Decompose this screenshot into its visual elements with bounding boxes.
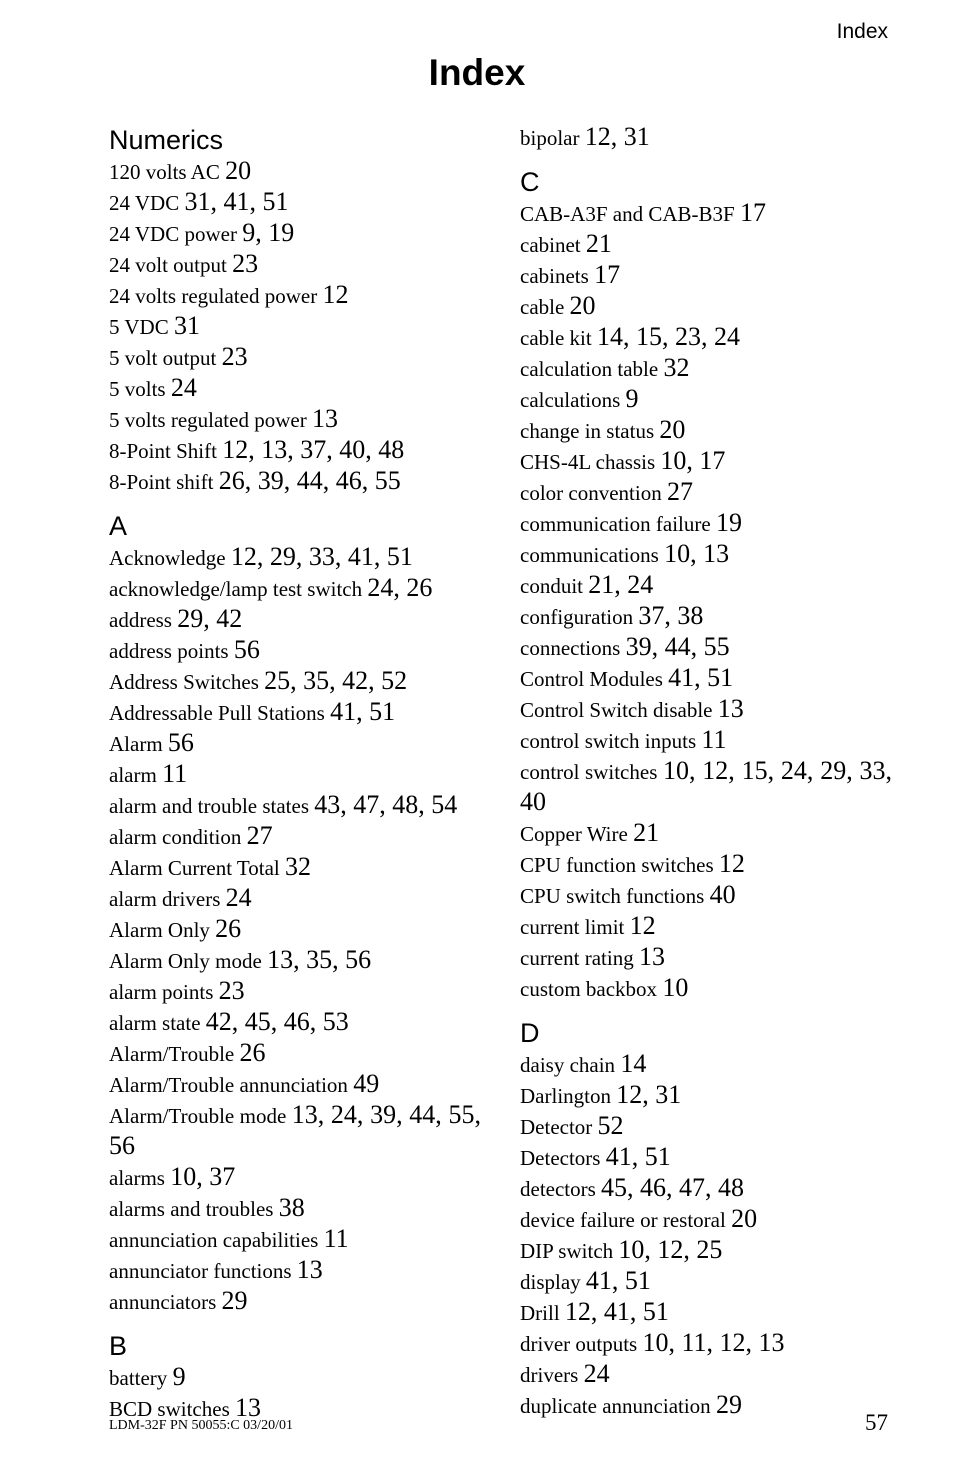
index-pages: 12, 41, 51 [564, 1297, 669, 1326]
page-number: 57 [865, 1410, 888, 1435]
index-entry [109, 342, 481, 373]
index-pages: 10, 11, 12, 13 [642, 1328, 785, 1357]
index-pages: 41, 51 [330, 697, 396, 726]
index-pages: 13 [717, 694, 744, 723]
index-pages: 27 [246, 821, 273, 850]
running-header: Index [836, 20, 888, 43]
index-pages: 24 [170, 373, 197, 402]
index-pages: 24 [225, 883, 252, 912]
index-pages: 20 [225, 156, 252, 185]
index-term: device failure or restoral [520, 1208, 726, 1232]
index-pages: 13 [638, 942, 665, 971]
index-pages: 24 [583, 1359, 610, 1388]
index-term: CAB-A3F and CAB-B3F [520, 202, 735, 226]
index-pages: 14 [620, 1049, 647, 1078]
index-term: detectors [520, 1177, 596, 1201]
index-entry [109, 573, 481, 604]
index-term: Control Modules [520, 667, 663, 691]
index-column-right [520, 124, 892, 1421]
index-term: alarms [109, 1166, 165, 1190]
index-entry [520, 1390, 892, 1421]
index-entry [520, 632, 892, 663]
index-pages: 13, 35, 56 [267, 945, 372, 974]
index-entry [520, 198, 892, 229]
index-entry [520, 291, 892, 322]
section-letter: D [520, 1018, 540, 1048]
index-entry [109, 1362, 481, 1393]
index-term: address [109, 608, 172, 632]
index-term: alarm drivers [109, 887, 221, 911]
index-entry [109, 604, 481, 635]
index-entry [109, 156, 481, 187]
index-section [109, 510, 481, 1317]
index-pages: 9, 19 [242, 218, 295, 247]
index-entry [520, 229, 892, 260]
index-pages: 11 [162, 759, 188, 788]
index-pages: 32 [663, 353, 690, 382]
index-pages: 56 [167, 728, 194, 757]
index-pages: 11 [701, 725, 727, 754]
index-term: 120 volts AC [109, 160, 220, 184]
index-entry [109, 218, 481, 249]
index-pages: 20 [659, 415, 686, 444]
index-term: Darlington [520, 1084, 611, 1108]
index-term: Addressable Pull Stations [109, 701, 325, 725]
index-pages: 13 [311, 404, 338, 433]
index-pages: 12, 31 [616, 1080, 682, 1109]
index-entry [520, 122, 892, 153]
index-term: 5 volts regulated power [109, 408, 307, 432]
index-entry [109, 728, 481, 759]
index-entry [520, 570, 892, 601]
index-pages: 12, 29, 33, 41, 51 [230, 542, 413, 571]
index-term: Alarm/Trouble mode [109, 1104, 287, 1128]
index-term: address points [109, 639, 229, 663]
index-column-right-content [520, 122, 892, 1421]
index-pages: 31 [173, 311, 200, 340]
index-section [109, 124, 481, 497]
index-entry [520, 446, 892, 477]
index-term: alarm condition [109, 825, 242, 849]
index-term: change in status [520, 419, 655, 443]
index-pages: 41, 51 [605, 1142, 671, 1171]
index-term: alarms and troubles [109, 1197, 274, 1221]
index-entry [520, 1173, 892, 1204]
index-entry [109, 697, 481, 728]
index-term: bipolar [520, 126, 580, 150]
index-entry [520, 880, 892, 911]
index-term: alarm [109, 763, 157, 787]
index-entry [109, 945, 481, 976]
index-entry [520, 973, 892, 1004]
index-entry [520, 1049, 892, 1080]
index-entry [520, 1111, 892, 1142]
index-term: communication failure [520, 512, 711, 536]
index-entry [109, 635, 481, 666]
index-term: calculation table [520, 357, 659, 381]
index-entry [109, 1069, 481, 1100]
index-entry [109, 280, 481, 311]
index-pages: 45, 46, 47, 48 [601, 1173, 745, 1202]
index-entry [520, 415, 892, 446]
section-letter: B [109, 1331, 128, 1361]
index-entry [520, 1080, 892, 1111]
index-section [520, 1017, 892, 1421]
index-entry [520, 1142, 892, 1173]
index-entry [520, 663, 892, 694]
index-term: annunciation capabilities [109, 1228, 319, 1252]
index-entry [109, 373, 481, 404]
index-term: annunciator functions [109, 1259, 292, 1283]
index-entry [109, 821, 481, 852]
index-pages: 9 [625, 384, 639, 413]
index-pages: 10, 12, 15, 24, 29, 33, 40 [520, 756, 892, 816]
index-section [109, 1330, 481, 1424]
index-pages: 9 [172, 1362, 186, 1391]
index-pages: 24, 26 [367, 573, 433, 602]
section-letter: A [109, 511, 128, 541]
index-term: Address Switches [109, 670, 259, 694]
index-entry [520, 694, 892, 725]
index-term: 8-Point shift [109, 470, 214, 494]
index-term: 5 VDC [109, 315, 169, 339]
index-term: cabinets [520, 264, 589, 288]
index-term: Control Switch disable [520, 698, 713, 722]
index-term: Acknowledge [109, 546, 226, 570]
index-term: control switches [520, 760, 658, 784]
index-entry [109, 976, 481, 1007]
index-term: Alarm Only [109, 918, 210, 942]
index-pages: 32 [285, 852, 312, 881]
index-term: 24 VDC [109, 191, 180, 215]
index-term: daisy chain [520, 1053, 616, 1077]
index-pages: 17 [594, 260, 621, 289]
index-term: duplicate annunciation [520, 1394, 711, 1418]
index-pages: 29 [221, 1286, 248, 1315]
index-pages: 31, 41, 51 [184, 187, 289, 216]
index-entry [109, 666, 481, 697]
index-entry [109, 404, 481, 435]
index-section [520, 122, 892, 153]
index-term: alarm state [109, 1011, 201, 1035]
index-entry [520, 1359, 892, 1390]
index-pages: 56 [233, 635, 260, 664]
index-entry [520, 477, 892, 508]
index-entry [109, 852, 481, 883]
index-entry [109, 790, 481, 821]
index-term: DIP switch [520, 1239, 614, 1263]
index-pages: 12 [629, 911, 656, 940]
index-pages: 21 [633, 818, 660, 847]
index-entry [109, 1193, 481, 1224]
index-pages: 20 [731, 1204, 758, 1233]
footer-doc-id: LDM-32F PN 50055:C 03/20/01 [109, 1418, 293, 1433]
index-entry [109, 466, 481, 497]
index-term: drivers [520, 1363, 579, 1387]
index-section [520, 166, 892, 1004]
index-term: configuration [520, 605, 634, 629]
index-term: cable kit [520, 326, 592, 350]
index-pages: 37, 38 [638, 601, 704, 630]
index-term: annunciators [109, 1290, 217, 1314]
index-term: battery [109, 1366, 168, 1390]
index-entry [109, 311, 481, 342]
index-term: conduit [520, 574, 583, 598]
index-pages: 23 [218, 976, 245, 1005]
index-entry [520, 1297, 892, 1328]
index-term: communications [520, 543, 659, 567]
index-pages: 20 [569, 291, 596, 320]
index-term: 5 volt output [109, 346, 217, 370]
index-pages: 10, 37 [170, 1162, 236, 1191]
index-pages: 21, 24 [588, 570, 654, 599]
index-entry [109, 249, 481, 280]
index-pages: 41, 51 [585, 1266, 651, 1295]
index-entry [109, 542, 481, 573]
index-pages: 12, 13, 37, 40, 48 [222, 435, 405, 464]
index-pages: 12 [322, 280, 349, 309]
index-pages: 43, 47, 48, 54 [314, 790, 458, 819]
index-term: Alarm Current Total [109, 856, 280, 880]
index-term: cable [520, 295, 565, 319]
index-pages: 42, 45, 46, 53 [205, 1007, 349, 1036]
index-term: CPU switch functions [520, 884, 705, 908]
index-term: acknowledge/lamp test switch [109, 577, 363, 601]
index-pages: 26 [239, 1038, 266, 1067]
index-entry [109, 1038, 481, 1069]
index-term: alarm and trouble states [109, 794, 310, 818]
index-entry [520, 322, 892, 353]
index-term: control switch inputs [520, 729, 697, 753]
index-entry [109, 1007, 481, 1038]
index-pages: 40 [709, 880, 736, 909]
index-column-left [109, 124, 481, 1424]
index-term: custom backbox [520, 977, 658, 1001]
index-pages: 13 [235, 1393, 261, 1422]
section-letter: Numerics [109, 125, 224, 155]
index-pages: 29 [715, 1390, 742, 1419]
index-entry [520, 818, 892, 849]
index-pages: 26 [215, 914, 242, 943]
index-term: current limit [520, 915, 625, 939]
index-entry [520, 725, 892, 756]
index-term: CPU function switches [520, 853, 714, 877]
index-term: 24 volts regulated power [109, 284, 318, 308]
index-pages: 13, 24, 39, 44, 55, 56 [109, 1100, 481, 1160]
index-term: cabinet [520, 233, 581, 257]
index-entry [520, 1204, 892, 1235]
index-entry [109, 1286, 481, 1317]
index-pages: 26, 39, 44, 46, 55 [218, 466, 401, 495]
index-term: display [520, 1270, 581, 1294]
index-term: color convention [520, 481, 662, 505]
index-entry [520, 353, 892, 384]
index-entry [109, 759, 481, 790]
index-term: Alarm/Trouble [109, 1042, 235, 1066]
index-entry [109, 1162, 481, 1193]
index-entry [109, 187, 481, 218]
index-pages: 49 [353, 1069, 380, 1098]
index-entry [520, 756, 892, 818]
index-entry [109, 1224, 481, 1255]
index-pages: 23 [232, 249, 259, 278]
index-term: driver outputs [520, 1332, 638, 1356]
index-term: CHS-4L chassis [520, 450, 656, 474]
page-title: Index [428, 52, 526, 93]
index-entry [520, 911, 892, 942]
index-entry [520, 1235, 892, 1266]
index-pages: 10, 13 [664, 539, 730, 568]
index-pages: 12, 31 [584, 122, 650, 151]
index-pages: 38 [278, 1193, 305, 1222]
index-term: Drill [520, 1301, 560, 1325]
index-entry [109, 914, 481, 945]
index-column-left-content [109, 124, 481, 1424]
index-term: Alarm Only mode [109, 949, 262, 973]
index-term: connections [520, 636, 621, 660]
index-entry [109, 883, 481, 914]
index-entry [520, 508, 892, 539]
index-term: Detector [520, 1115, 593, 1139]
index-term: Alarm/Trouble annunciation [109, 1073, 348, 1097]
index-term: Detectors [520, 1146, 601, 1170]
index-entry [520, 384, 892, 415]
index-pages: 39, 44, 55 [625, 632, 730, 661]
index-pages: 41, 51 [668, 663, 734, 692]
index-term: 24 volt output [109, 253, 227, 277]
index-pages: 12 [718, 849, 745, 878]
index-term: 5 volts [109, 377, 166, 401]
index-term: alarm points [109, 980, 214, 1004]
index-pages: 23 [221, 342, 248, 371]
index-entry [109, 1255, 481, 1286]
index-pages: 10, 12, 25 [618, 1235, 723, 1264]
section-letter: C [520, 167, 540, 197]
index-entry [520, 601, 892, 632]
index-pages: 10 [662, 973, 689, 1002]
index-pages: 25, 35, 42, 52 [264, 666, 408, 695]
index-pages: 52 [597, 1111, 624, 1140]
index-entry [520, 260, 892, 291]
index-entry [520, 942, 892, 973]
index-pages: 10, 17 [660, 446, 726, 475]
index-entry [520, 1266, 892, 1297]
index-term: calculations [520, 388, 621, 412]
index-term: Copper Wire [520, 822, 628, 846]
index-pages: 29, 42 [177, 604, 243, 633]
index-pages: 14, 15, 23, 24 [596, 322, 740, 351]
index-pages: 27 [666, 477, 693, 506]
index-pages: 19 [715, 508, 742, 537]
index-entry [109, 1100, 481, 1162]
index-pages: 13 [296, 1255, 323, 1284]
index-entry [109, 435, 481, 466]
index-term: Alarm [109, 732, 163, 756]
index-entry [520, 849, 892, 880]
index-pages: 17 [739, 198, 766, 227]
index-entry [520, 539, 892, 570]
index-term: BCD switches [109, 1397, 230, 1421]
index-term: 24 VDC power [109, 222, 237, 246]
index-entry [520, 1328, 892, 1359]
index-term: 8-Point Shift [109, 439, 217, 463]
index-pages: 21 [585, 229, 612, 258]
index-term: current rating [520, 946, 634, 970]
index-pages: 11 [323, 1224, 349, 1253]
